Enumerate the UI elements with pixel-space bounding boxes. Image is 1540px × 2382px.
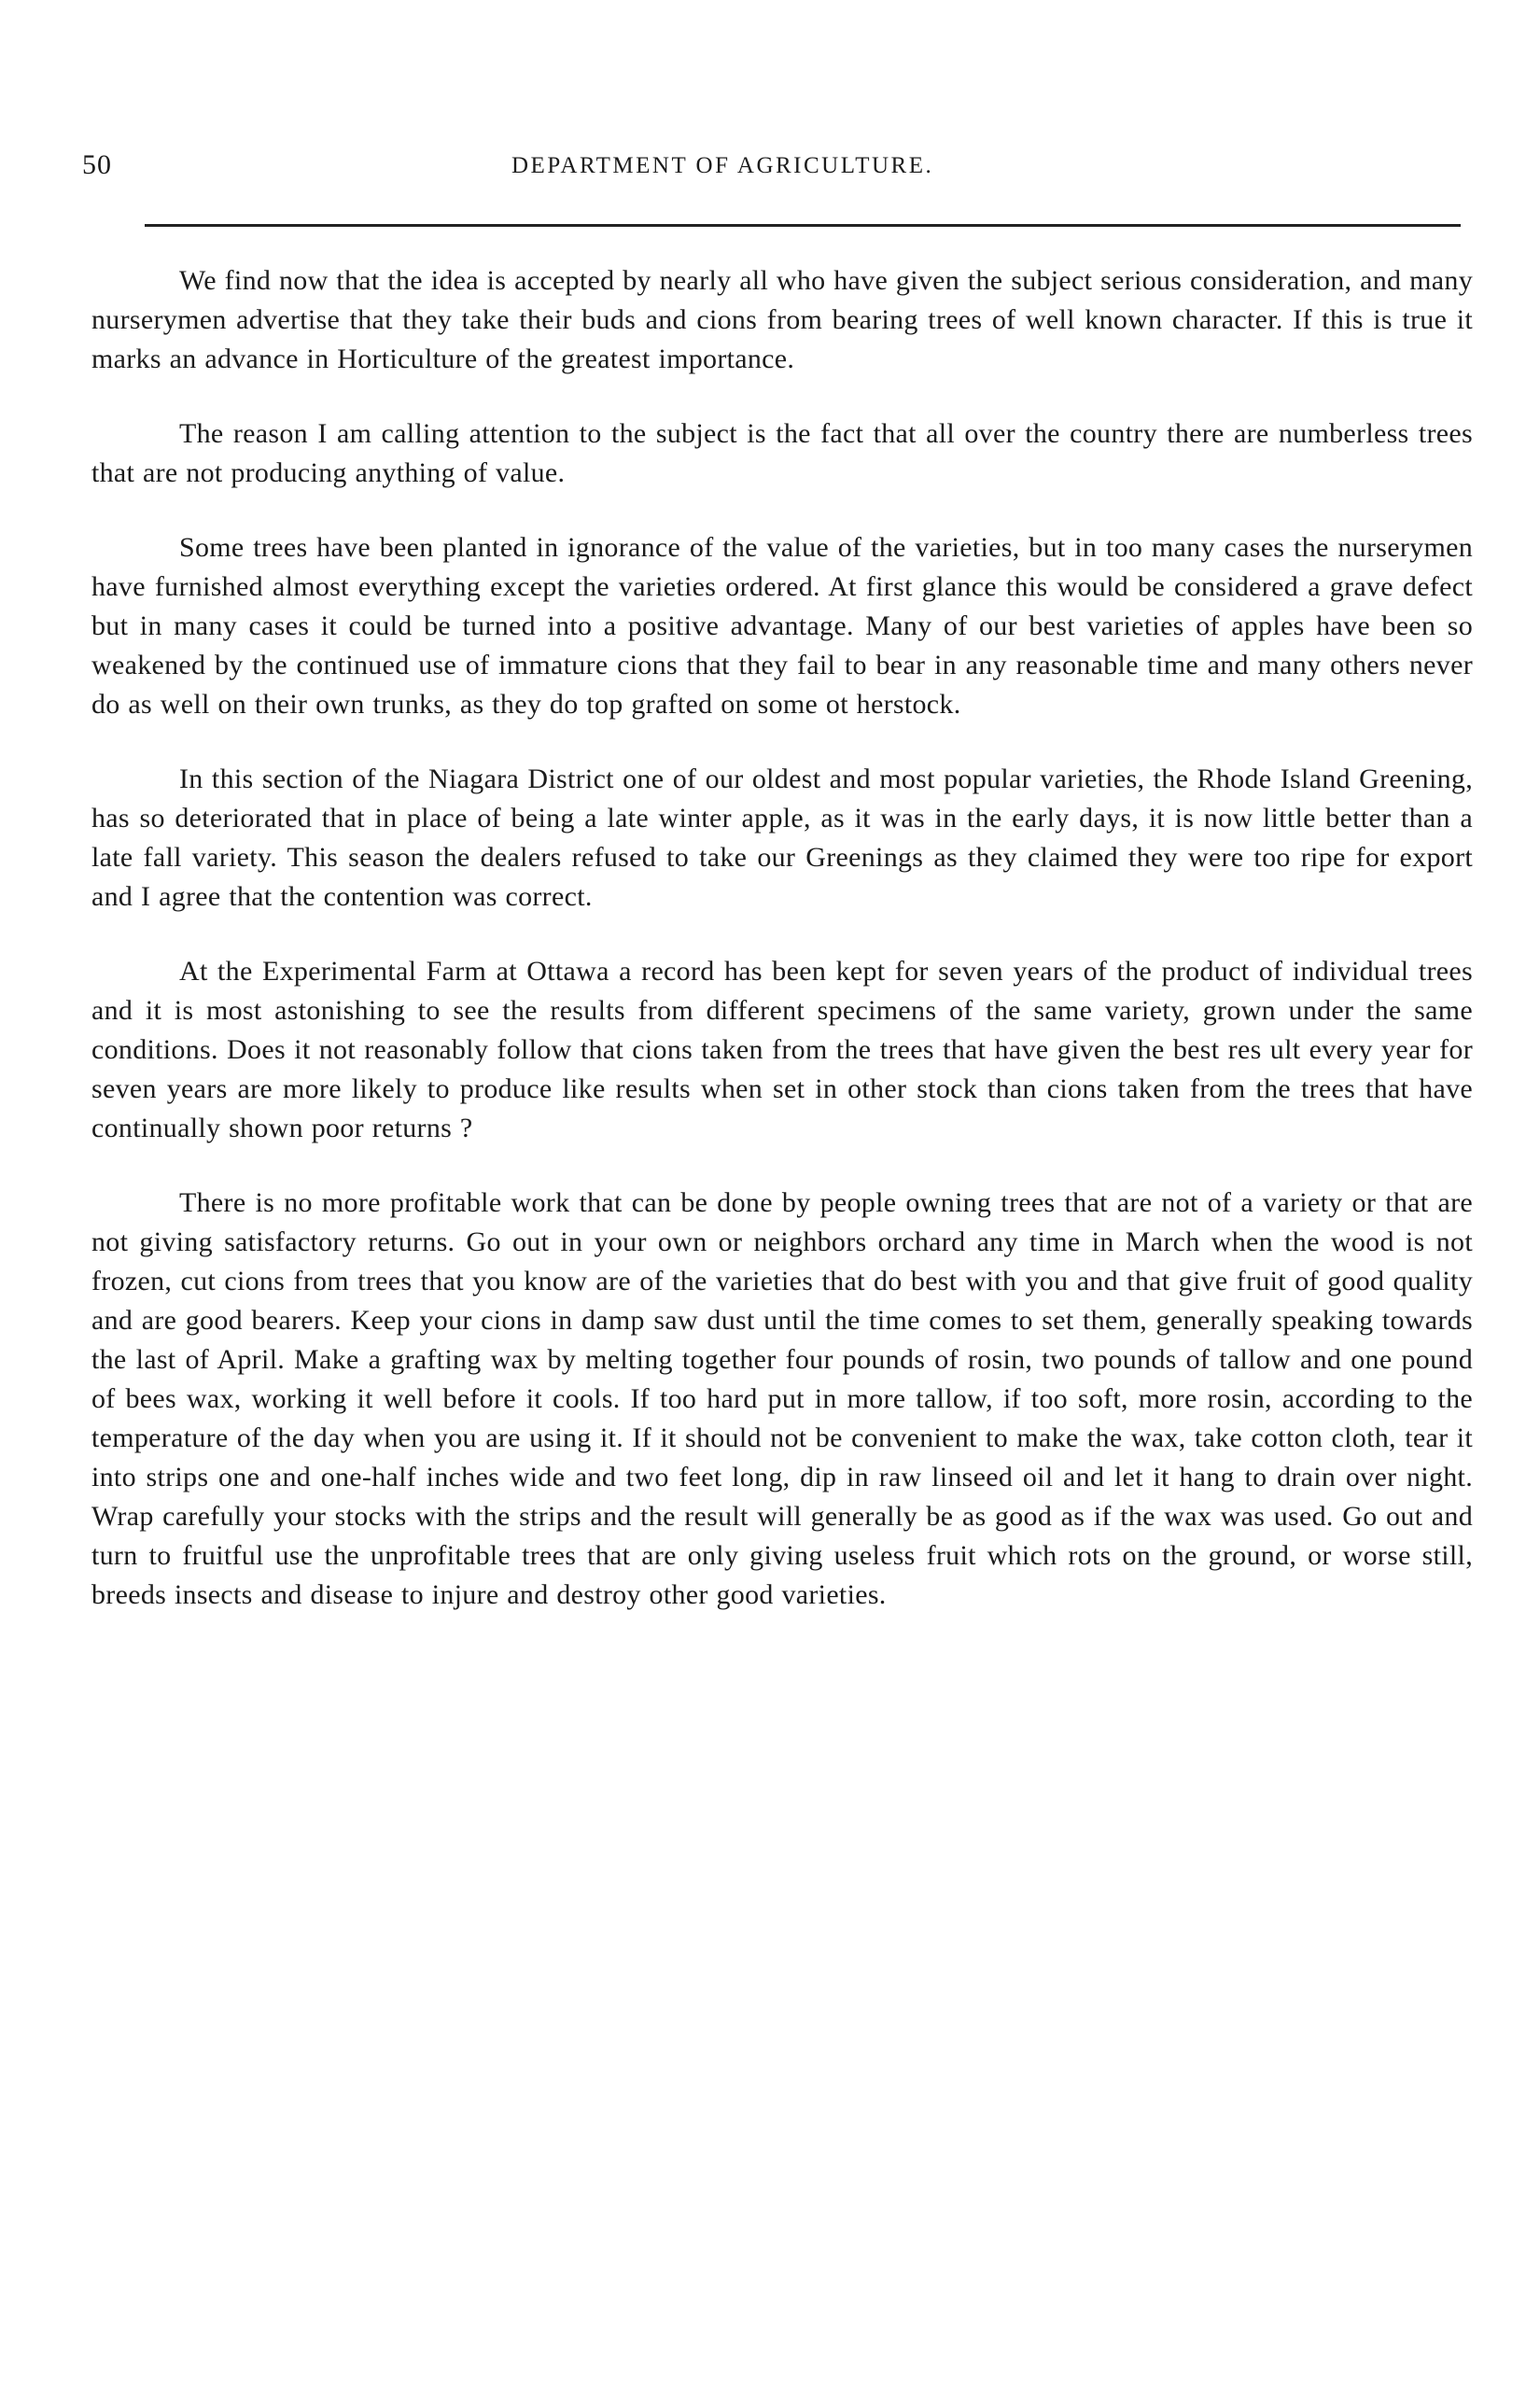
- page-number: 50: [82, 149, 112, 180]
- paragraph: In this section of the Niagara District one of our oldest and most popular varieties, the Rhode Island Greening, has so deteriorated that in place of being a late winter apple, as it was in the early days, it is now little better than a late fall variety. This season the dealers refused to take our Greenings as they claimed they were too ripe for export and I agree that the contention was correct.: [91, 764, 1473, 912]
- paragraph: At the Experimental Farm at Ottawa a record has been kept for seven years of the product of individual trees and it is most astonishing to see the results from different specimens of the same variety, grown under the same conditions. Does it not reasonably follow that cions taken from the trees that have given the best res ult every year for seven years are more likely to produce like results when set in other stock than cions taken from the trees that have continually shown poor returns ?: [91, 956, 1473, 1143]
- body-text: [91, 261, 1473, 1650]
- paragraph: We find now that the idea is accepted by nearly all who have given the subject serious consideration, and many nurserymen advertise that they take their buds and cions from bearing trees of well known character. If this is true it marks an advance in Horticulture of the greatest importance.: [91, 265, 1473, 374]
- page-header: [82, 149, 1465, 194]
- header-rule: [145, 224, 1461, 227]
- paragraph: Some trees have been planted in ignorance of the value of the varieties, but in too many cases the nurserymen have furnished almost everything except the varieties ordered. At first glance this would be considered a grave defect but in many cases it could be turned into a positive advantage. Many of our best varieties of apples have been so weakened by the continued use of immature cions that they fail to bear in any reasonable time and many others never do as well on their own trunks, as they do top grafted on some ot herstock.: [91, 532, 1473, 720]
- running-head: DEPARTMENT OF AGRICULTURE.: [511, 153, 934, 178]
- paragraph: The reason I am calling attention to the subject is the fact that all over the country there are numberless trees that are not producing anything of value.: [91, 418, 1473, 488]
- paragraph: There is no more profitable work that can be done by people owning trees that are not of a variety or that are not giving satisfactory returns. Go out in your own or neighbors orchard any time in March when the wood is not frozen, cut cions from trees that you know are of the varieties that do best with you and that give fruit of good quality and are good bearers. Keep your cions in damp saw dust until the time comes to set them, generally speaking towards the last of April. Make a grafting wax by melting together four pounds of rosin, two pounds of tallow and one pound of bees wax, working it well before it cools. If too hard put in more tallow, if too soft, more rosin, according to the temperature of the day when you are using it. If it should not be convenient to make the wax, take cotton cloth, tear it into strips one and one-half inches wide and two feet long, dip in raw linseed oil and let it hang to drain over night. Wrap carefully your stocks with the strips and the result will generally be as good as if the wax was used. Go out and turn to fruitful use the unprofitable trees that are only giving useless fruit which rots on the ground, or worse still, breeds insects and disease to injure and destroy other good varieties.: [91, 1187, 1473, 1610]
